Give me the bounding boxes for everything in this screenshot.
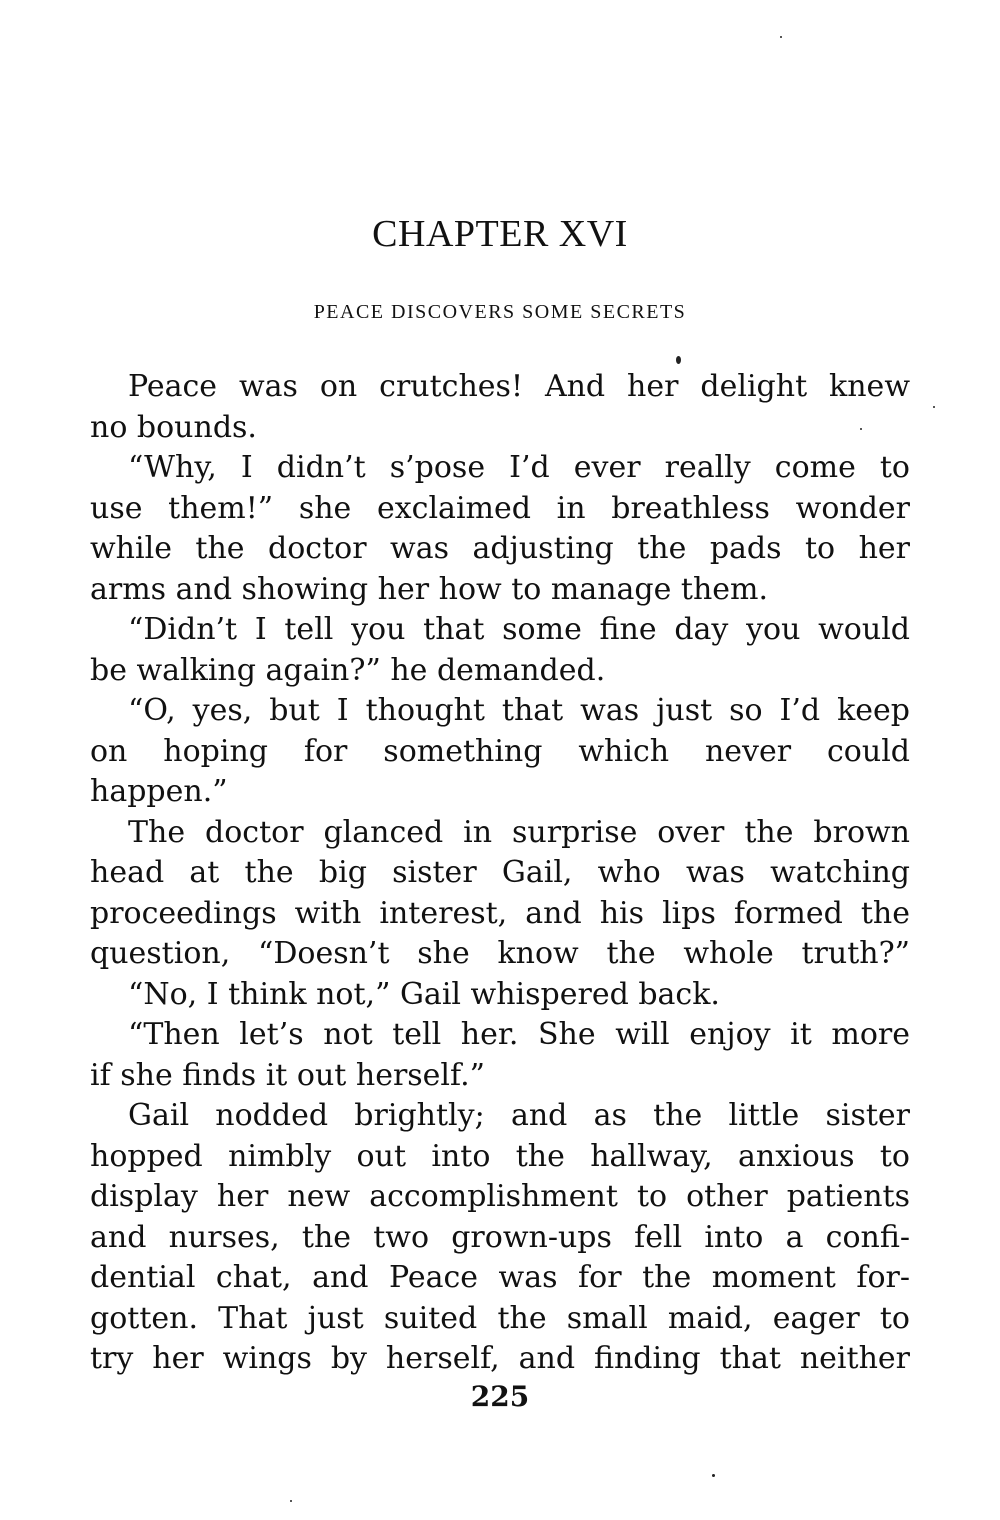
scan-speck	[860, 428, 862, 430]
text-line: hopped nimbly out into the hallway, anxious to	[90, 1138, 910, 1174]
text-line: “No, I think not,” Gail whispered back.	[128, 976, 720, 1012]
text-line: no bounds.	[90, 409, 257, 445]
text-line: and nurses, the two grown-ups fell into a confi-	[90, 1219, 910, 1255]
scan-speck	[712, 1474, 715, 1477]
scan-speck	[290, 1500, 292, 1502]
text-line: be walking again?” he demanded.	[90, 652, 606, 688]
scan-speck	[676, 356, 681, 364]
text-line: “O, yes, but I thought that was just so I’d keep	[128, 693, 910, 728]
text-line: The doctor glanced in surprise over the brown	[128, 814, 910, 850]
text-line: display her new accomplishment to other patients	[90, 1179, 910, 1214]
text-line: Peace was on crutches! And her delight knew	[128, 369, 910, 404]
text-line: proceedings with interest, and his lips formed the	[90, 895, 910, 931]
text-line: if she finds it out herself.”	[90, 1057, 485, 1093]
chapter-heading: CHAPTER XVI	[372, 213, 628, 255]
text-line: dential chat, and Peace was for the moment for-	[90, 1260, 910, 1295]
text-line: “Why, I didn’t s’pose I’d ever really come to	[128, 450, 910, 485]
text-line: arms and showing her how to manage them.	[90, 571, 769, 607]
text-line: while the doctor was adjusting the pads to her	[90, 531, 910, 566]
chapter-subtitle: PEACE DISCOVERS SOME SECRETS	[313, 301, 687, 323]
text-line: gotten. That just suited the small maid, eager to	[90, 1300, 910, 1336]
text-line: use them!” she exclaimed in breathless wonder	[90, 490, 910, 526]
text-line: on hoping for something which never could	[90, 733, 910, 769]
text-line: happen.”	[90, 774, 228, 809]
text-line: “Then let’s not tell her. She will enjoy it more	[128, 1017, 910, 1052]
body-text	[90, 367, 910, 1380]
text-line: “Didn’t I tell you that some fine day you would	[128, 612, 910, 647]
text-line: try her wings by herself, and finding that neither	[90, 1341, 910, 1376]
scan-speck	[780, 36, 782, 38]
scan-speck	[933, 406, 935, 408]
text-line: question, “Doesn’t she know the whole truth?”	[90, 936, 910, 971]
text-line: head at the big sister Gail, who was watching	[90, 855, 910, 890]
page-number: 225	[470, 1380, 530, 1413]
text-line: Gail nodded brightly; and as the little sister	[128, 1098, 910, 1133]
